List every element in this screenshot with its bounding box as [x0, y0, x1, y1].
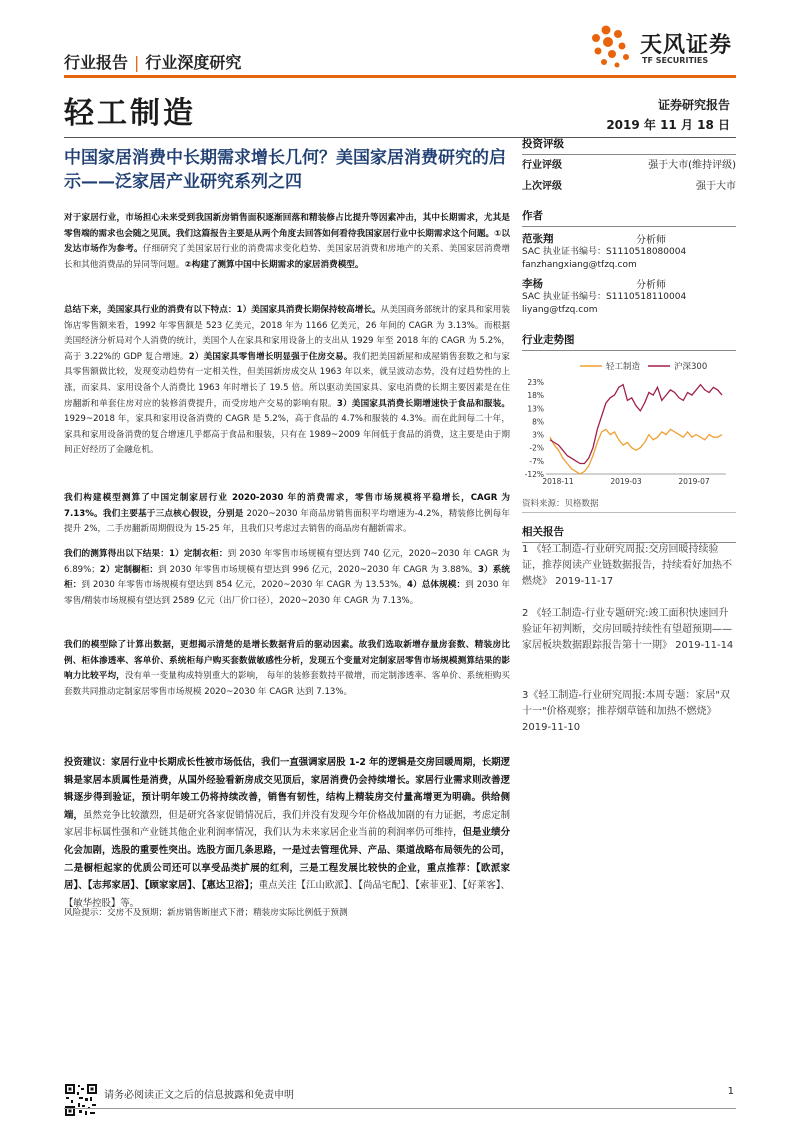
text-run: 重点关注【江山欧派】、【尚品宅配】、【索菲亚】、【好莱客】、【敏华控股】等。 — [64, 880, 510, 909]
author-role: 分析师 — [636, 235, 666, 246]
report-category — [64, 50, 241, 73]
rating-value: 强于大市 — [696, 181, 736, 192]
text-run: 到 2030 年零售市场规模有望达到 996 亿元，2020~2030 年 CAGR 为 3.88%。 — [158, 564, 478, 575]
bold-text-run: 2）定制橱柜： — [99, 564, 159, 575]
qr-code-icon — [64, 1083, 98, 1117]
y-tick-label: -12% — [524, 470, 544, 479]
paragraph-model — [64, 491, 510, 538]
author-cert: SAC 执业证书编号：S1110518080004 — [522, 247, 687, 257]
related-panel — [522, 524, 736, 543]
text-run: 到 2030 年零售/精装市场规模有望达到 2589 亿元（出厂价口径），2020~2030 年 CAGR 为 7.13%。 — [64, 580, 510, 606]
text-run: 仔细研究了美国家居行业的消费需求变化趋势、美国家居消费和房地产的关系、美国家居消费增长和其他消费品的异同等问题。 — [64, 244, 510, 270]
related-item[interactable]: 3《轻工制造-行业研究周报:本周专题：家居"双十一"价格观察；推荐烟草链和加热不燃烧》 2019-11-10 — [522, 690, 730, 733]
related-heading: 相关报告 — [522, 524, 736, 543]
y-tick-label: -7% — [529, 456, 544, 466]
bold-text-run: 4）总体规模： — [406, 580, 466, 591]
header-divider — [64, 75, 736, 78]
brand-logo — [586, 24, 736, 70]
authors-heading: 作者 — [522, 208, 736, 227]
rating-value: 强于大市(维持评级) — [648, 160, 736, 171]
bold-text-run: 我们的测算得出以下结果：1）定制衣柜： — [64, 549, 228, 559]
bold-text-run: 2）美国家具零售增长明显强于住房交易。 — [188, 351, 353, 362]
report-type: 证券研究报告 — [657, 98, 730, 112]
text-run: 没有单一变量构成特别重大的影响， 每年的装修套数持平微增，而定制渗透率、客单价、系统柜购买套数共同推动定制家居零售市场规模 2020~2030 年 CAGR 达到 7.13%。 — [64, 671, 510, 697]
author-entry — [522, 231, 736, 272]
author-email[interactable]: liyang@tfzq.com — [522, 305, 598, 315]
y-tick-label: 18% — [527, 391, 544, 401]
report-title: 中国家居消费中长期需求增长几何？美国家居消费研究的启示——泛家居产业研究系列之四 — [64, 148, 506, 192]
text-run: 到 2030 年零售市场规模有望达到 740 亿元，2020~2030 年 CAGR 为 6.89%； — [64, 549, 510, 575]
bold-text-run: 3）系统柜： — [64, 564, 511, 591]
text-run: 从美国商务部统计的家具和家用装饰店零售额来看，1992 年零售额是 523 亿美元，2018 年为 1166 亿美元，26 年间的 CAGR 为 3.13%。而根据美国经济分析局对个人消费的统计，美国个人在家具和家用设备上的支出从 1929 年至 2018 年的 CAGR 为 5.2%，高于 3.22%的 GDP 复合增速。 — [64, 305, 510, 362]
bold-text-run: 总结下来，美国家具行业的消费有以下特点：1）美国家具消费长期保持较高增长。 — [64, 305, 381, 315]
footer-divider — [64, 1108, 736, 1109]
text-run: 到 2030 年零售市场规模有望达到 854 亿元，2020~2030 年 CAGR 为 13.53%。 — [81, 580, 407, 591]
text-run: 2020~2030 年商品房销售面积平均增速为-4.2%，精装修比例每年提升 2%，二手房翻新周期假设为 15-25 年，且我们只考虑过去销售的商品房有翻新需求。 — [64, 508, 510, 535]
logo-mark-icon — [586, 24, 636, 70]
report-subkind: 行业深度研究 — [145, 53, 242, 72]
author-cert: SAC 执业证书编号：S1110518110004 — [522, 292, 687, 302]
y-tick-label: 23% — [527, 378, 544, 387]
report-date: 2019 年 11 月 18 日 — [606, 118, 730, 132]
bold-text-run: 我们的模型除了计算出数据，更想揭示清楚的是增长数据背后的驱动因素。故我们选取新增存量房套数、精装房比例、柜体渗透率、客单价、系统柜每户购买套数做敏感性分析，发现五个变量对定制家居零售市场规模测算结果的影响力比较平均， — [64, 640, 510, 682]
author-name: 范张翔 — [522, 233, 554, 245]
page-number: 1 — [727, 1086, 734, 1097]
legend-label: 沪深300 — [674, 362, 708, 372]
risk-warning: 风险提示：交房不及预期；新房销售断崖式下滑；精装房实际比例低于预测 — [64, 908, 348, 918]
paragraph-results — [64, 547, 510, 609]
text-run: 虽然竞争比较激烈，但是研究各家促销情况后，我们并没有发现今年价格战加剧的有力证据，考虑定制家居非标属性强和产业链其他企业利润率情况，我们认为未来家居企业当前的利润率仍可维持， — [64, 809, 510, 839]
trend-heading: 行业走势图 — [522, 332, 736, 351]
bold-text-run: 我们主要基于三点核心假设，分别是 — [102, 508, 244, 519]
authors-panel — [522, 208, 736, 317]
paragraph-intro — [64, 211, 510, 273]
y-tick-label: -2% — [529, 443, 544, 453]
bold-text-run: 对于家居行业，市场担心未来受到我国新房销售面积逐渐回落和精装修占比提升等因素冲击，其中长期需求，尤其是零售端的需求也会随之见顶。我们这篇报告主要是从两个角度去回答如何看待我国家居行业中长期需求这个问题。①以发达市场作为参考。 — [64, 213, 510, 255]
rating-panel — [522, 136, 736, 197]
chart-source-divider — [522, 512, 736, 513]
rating-row-previous — [522, 176, 736, 197]
paragraph-sensitivity — [64, 638, 510, 700]
report-kind: 行业报告 — [64, 53, 129, 72]
series-line-hs300 — [550, 385, 722, 464]
industry-name: 轻工制造 — [64, 96, 196, 131]
author-entry — [522, 276, 736, 317]
author-name: 李杨 — [522, 278, 543, 290]
x-tick-label: 2019-03 — [610, 477, 642, 486]
trend-chart-svg — [522, 356, 736, 486]
bold-text-run: 我们构建模型测算了中国定制家居行业 2020-2030 年的消费需求，零售市场规模将平稳增长，CAGR 为 7.13%。 — [64, 493, 510, 519]
separator: | — [134, 53, 140, 72]
y-tick-label: 3% — [532, 430, 544, 440]
bold-text-run: ②构建了测算中国中长期需求的家居消费模型。 — [184, 259, 364, 270]
trend-panel — [522, 332, 736, 351]
rating-heading: 投资评级 — [522, 136, 736, 155]
author-email[interactable]: fanzhangxiang@tfzq.com — [522, 260, 637, 270]
paragraph-us-features — [64, 303, 510, 459]
bold-text-run: 3）美国家具消费长期增速快于食品和服装。 — [336, 398, 510, 409]
bold-text-run: 投资建议：家居行业中长期成长性被市场低估，我们一直强调家居股 1-2 年的逻辑是交房回暖周期，长期逻辑是家居本质属性是消费，从国外经验看新房成交见顶后，家居消费仍会持续增长。家居行业需求则改善逻辑逐步得到验证，预计明年竣工仍将持续改善，销售有韧性，结构上精装房交付量高增更为明确。供给侧端， — [64, 757, 510, 821]
x-tick-label: 2018-11 — [542, 477, 574, 486]
text-run: 1929~2018 年，家具和家用设备消费的 CAGR 是 5.2%，高于食品的 4.7%和服装的 4.3%。而在此间每二十年，家具和家用设备消费的复合增速几乎都高于食品和服装，只有在 1989~2009 年间低于食品的消费，这主要是由于期间正好经历了金融危机。 — [64, 414, 510, 456]
paragraph-investment — [64, 754, 510, 912]
y-tick-label: 13% — [527, 404, 544, 414]
related-item[interactable]: 2 《轻工制造-行业专题研究:竣工面积快速回升验证年初判断，交房回暖持续性有望超预期——家居板块数据跟踪报告第十一期》 2019-11-14 — [522, 608, 734, 651]
logo-name-en: TF SECURITIES — [642, 56, 709, 65]
y-tick-label: 8% — [532, 417, 544, 427]
chart-source: 资料来源：贝格数据 — [522, 499, 599, 509]
rating-key: 行业评级 — [522, 160, 562, 171]
legend-label: 轻工制造 — [606, 362, 641, 372]
rating-key: 上次评级 — [522, 181, 562, 192]
trend-chart — [522, 356, 736, 486]
rating-row-industry — [522, 155, 736, 176]
bold-text-run: 但是业绩分化会加剧，选股的重要性突出。选股方面几条思路，一是过去管理优异、产品、渠道战略布局领先的公司，二是橱柜起家的优质公司还可以享受品类扩展的红利，三是工程发展比较快的企业，重点推荐：【欧派家居】、【志邦家居】、【顾家家居】、【惠达卫浴】； — [64, 827, 510, 892]
series-line-light-industry — [550, 429, 722, 474]
x-tick-label: 2019-07 — [678, 477, 710, 486]
text-run: 我们把美国新屋和成屋销售套数之和与家具零售额做比较，发现变动趋势有一定相关性，但美国新房成交从 1963 年以来，就呈波动态势，没有过趋势性的上涨，而家具、家用设备个人消费比 1963 年时增长了 19.5 倍。所以驱动美国家具、家电消费的长期主要因素是在住房翻新和单套住房对应的装修消费提升，而受房地产交易的影响有限。 — [64, 351, 510, 409]
author-role: 分析师 — [636, 280, 666, 291]
logo-name-cn: 天风证券 — [640, 33, 733, 58]
footer-notice[interactable]: 请务必阅读正文之后的信息披露和免责申明 — [104, 1090, 294, 1101]
related-item[interactable]: 1 《轻工制造-行业研究周报:交房回暖持续验证，推荐阅读产业链数据报告，持续看好加热不燃烧》 2019-11-17 — [522, 544, 732, 587]
